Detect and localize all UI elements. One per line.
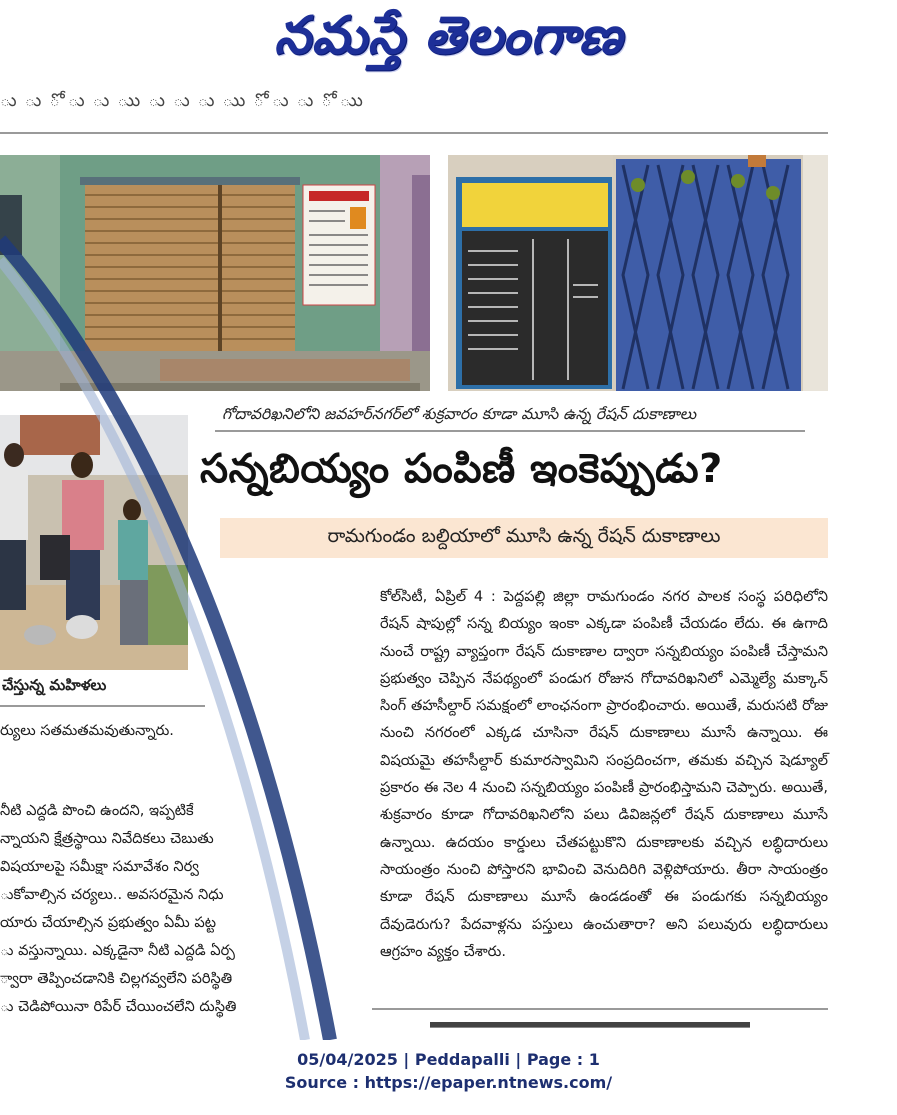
side-story-line: ు వస్తున్నాయి. ఎక్కడైనా నీటి ఎద్దడి ఏర్ప [0, 942, 235, 959]
side-story-line: ర్యులు సతమతమవుతున్నారు. [0, 722, 174, 739]
footer-date-line: 05/04/2025 | Peddapalli | Page : 1 [297, 1050, 600, 1069]
photo-closed-ration-shop [0, 155, 430, 391]
side-story-line: విషయాలపై సమీక్షా సమావేశం నిర్వ [0, 858, 199, 875]
newspaper-masthead [0, 0, 897, 80]
cropped-next-headline [430, 1022, 750, 1036]
section-divider [0, 132, 828, 134]
cropped-text-strip: ు ు ో ు ు ుు ు ు ు ుు ో ు ు ో ుు [0, 90, 366, 111]
people-photo-caption: చేస్తున్న మహిళలు [2, 676, 107, 694]
photo-ration-shop-board [448, 155, 828, 391]
subheadline: రామగుండం బల్దియాలో మూసి ఉన్న రేషన్ దుకాణాలు [327, 525, 721, 547]
shop-photo-illustration [0, 155, 430, 391]
side-story-line: యారు చేయాల్సిన ప్రభుత్వం ఏమీ పట్ట [0, 914, 216, 931]
masthead-title: నమస్తే తెలంగాణ [274, 6, 623, 66]
side-story-line: నీటి ఎద్దడి పొంచి ఉందని, ఇప్పటికే [0, 802, 194, 819]
article-bottom-rule [372, 1008, 828, 1010]
side-story-line: న్నాయని క్షేత్రస్థాయి నివేదికలు చెబుతు [0, 830, 214, 847]
caption-divider [0, 705, 205, 707]
side-story-line: ుకోవాల్సిన చర్యలు.. అవసరమైన నిధు [0, 886, 224, 903]
board-photo-illustration [448, 155, 828, 391]
headline: సన్నబియ్యం పంపిణీ ఇంకెప్పుడు? [200, 446, 723, 492]
article-paragraph: కోల్‌సిటీ, ఏప్రిల్ 4 : పెద్దపల్లి జిల్లా రామగుండం నగర పాలక సంస్థ పరిధిలోని రేషన్ షాపుల్లో సన్న బియ్యం ఇంకా ఎక్కడా పంపిణీ చేయడం లేదు. ఈ ఉగాది నుంచే రాష్ట్ర వ్యాప్తంగా రేషన్ దుకాణాల ద్వారా సన్నబియ్యం పంపిణీ చేస్తామని ప్రభుత్వం చెప్పిన నేపథ్యంలో పండుగ రోజున గోదావరిఖనిలో ఎమ్మెల్యే మక్కాన్ సింగ్ తహసీల్దార్ సమక్షంలో లాంఛనంగా ప్రారంభించారు. అయితే, మరుసటి రోజు నుంచి నగరంలో ఎక్కడ చూసినా రేషన్ దుకాణాలు మూసే ఉన్నాయి. ఈ విషయమై తహసీల్దార్ కుమారస్వామిని సంప్రదించగా, తమకు వచ్చిన షెడ్యూల్ ప్రకారం ఈ నెల 4 నుంచి సన్నబియ్యం పంపిణీ ప్రారంభిస్తామని చెప్పారు. అయితే, శుక్రవారం కూడా గోదావరిఖనిలోని పలు డివిజన్లలో రేషన్ దుకాణాలు మూసే ఉన్నాయి. ఉదయం కార్డులు చేతపట్టుకొని దుకాణాలకు వచ్చిన లబ్ధిదారులు సాయంత్రం నుంచి పోస్తారని భావించి వెనుదిరిగి వెళ్లిపోయారు. తీరా సాయంత్రం కూడా రేషన్ దుకాణాలు మూసే ఉండడంతో ఈ పండుగకు సన్నబియ్యం దేవుడెరుగు? పేదవాళ్లను పస్తులు ఉంచుతారా? అని పలువురు లబ్ధిదారులు ఆగ్రహం వ్యక్తం చేశారు. [380, 588, 829, 960]
photo-caption: గోదావరిఖనిలోని జవహర్‌నగర్‌లో శుక్రవారం కూడా మూసి ఉన్న రేషన్ దుకాణాలు [222, 405, 697, 423]
people-photo-illustration [0, 415, 188, 670]
footer-source-line: Source : https://epaper.ntnews.com/ [284, 1073, 613, 1092]
side-story-line: ు చెడిపోయినా రిపేర్ చేయించలేని దుస్థితి [0, 998, 237, 1015]
photo-people-waiting [0, 415, 188, 670]
caption-underline [215, 430, 805, 432]
article-body [380, 583, 828, 965]
side-story-line: ్వారా తెప్పించడానికి చిల్లగవ్వలేని పరిస్థితి [0, 970, 233, 987]
